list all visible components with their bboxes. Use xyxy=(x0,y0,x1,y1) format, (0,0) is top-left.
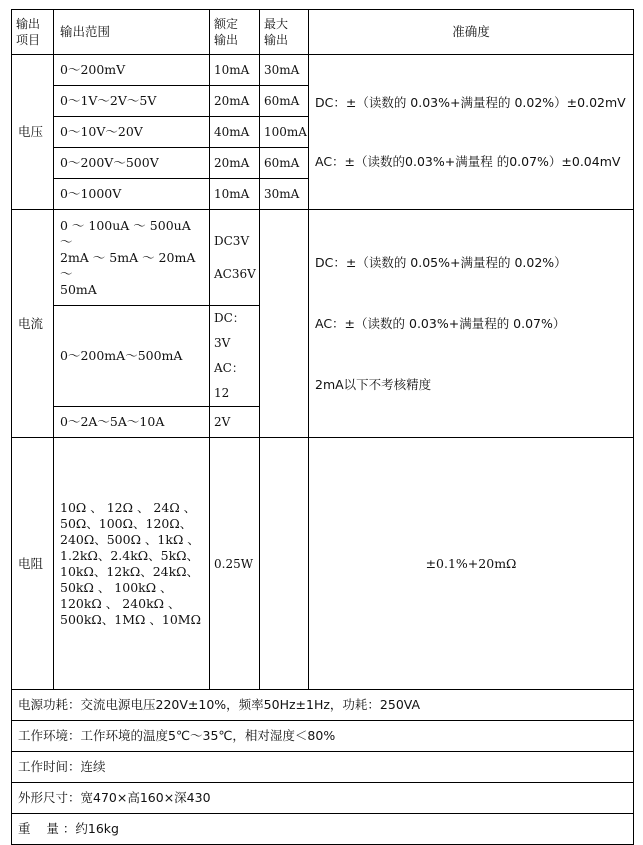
voltage-max: 60mA xyxy=(260,148,309,179)
voltage-max: 30mA xyxy=(260,55,309,86)
resistance-range-line: 1.2kΩ、2.4kΩ、5kΩ、 xyxy=(60,547,200,563)
voltage-range: 0～1000V xyxy=(54,179,210,210)
current-rated-line: DC3V xyxy=(214,233,250,248)
header-range: 输出范围 xyxy=(54,10,210,55)
header-rated-line1: 额定 xyxy=(214,17,239,31)
current-row xyxy=(12,210,634,306)
current-range-line: 2mA ～ 5mA ～ 20mA ～ xyxy=(60,249,196,281)
footer-row xyxy=(12,752,634,783)
resistance-range-line: 50kΩ 、 100kΩ 、 xyxy=(60,579,173,595)
current-accuracy-dc: DC：±（读数的 0.05%+满量程的 0.02%） xyxy=(315,254,567,270)
current-accuracy xyxy=(309,210,634,438)
resistance-range-line: 120kΩ 、 240kΩ 、 xyxy=(60,595,181,611)
voltage-row xyxy=(12,55,634,86)
footer-work-time: 工作时间：连续 xyxy=(12,752,634,783)
footer-row xyxy=(12,721,634,752)
voltage-range: 0～1V～2V～5V xyxy=(54,86,210,117)
voltage-label: 电压 xyxy=(12,55,54,210)
resistance-label: 电阻 xyxy=(12,438,54,690)
resistance-rated: 0.25W xyxy=(210,438,260,690)
current-rated-line: DC：3V xyxy=(214,311,245,350)
header-rated-line2: 输出 xyxy=(214,33,239,47)
current-label: 电流 xyxy=(12,210,54,438)
voltage-range: 0～200V～500V xyxy=(54,148,210,179)
current-rated: 2V xyxy=(210,407,260,438)
header-rated xyxy=(210,10,260,55)
voltage-accuracy-dc: DC：±（读数的 0.03%+满量程的 0.02%）±0.02mV xyxy=(315,94,626,110)
resistance-accuracy: ±0.1%+20mΩ xyxy=(309,438,634,690)
current-max xyxy=(260,210,309,438)
current-accuracy-ac: AC：±（读数的 0.03%+满量程的 0.07%） xyxy=(315,315,566,331)
footer-weight: 重 量 ：约16kg xyxy=(12,814,634,845)
voltage-range: 0～200mV xyxy=(54,55,210,86)
header-item xyxy=(12,10,54,55)
voltage-range: 0～10V～20V xyxy=(54,117,210,148)
header-item-line2: 项目 xyxy=(16,33,41,47)
header-item-line1: 输出 xyxy=(16,17,41,31)
footer-dimensions: 外形尺寸：宽470×高160×深430 xyxy=(12,783,634,814)
resistance-range-line: 240Ω、500Ω 、1kΩ 、 xyxy=(60,531,200,547)
resistance-row xyxy=(12,438,634,690)
voltage-rated: 20mA xyxy=(210,148,260,179)
current-range-line: 0 ～ 100uA ～ 500uA ～ xyxy=(60,217,191,249)
header-max xyxy=(260,10,309,55)
footer-row xyxy=(12,814,634,845)
resistance-range-line: 10Ω 、 12Ω 、 24Ω 、 xyxy=(60,499,197,515)
current-rated xyxy=(210,306,260,407)
header-accuracy: 准确度 xyxy=(309,10,634,55)
footer-environment: 工作环境：工作环境的温度5℃～35℃，相对湿度＜80% xyxy=(12,721,634,752)
current-rated-line: AC36V xyxy=(214,266,256,281)
current-range: 0～200mA～500mA xyxy=(54,306,210,407)
header-max-line2: 输出 xyxy=(264,33,289,47)
footer-row xyxy=(12,783,634,814)
footer-row xyxy=(12,690,634,721)
current-accuracy-note: 2mA以下不考核精度 xyxy=(315,376,432,392)
voltage-max: 30mA xyxy=(260,179,309,210)
voltage-max: 60mA xyxy=(260,86,309,117)
current-range-line: 50mA xyxy=(60,281,97,297)
current-rated-line: AC：12 xyxy=(214,361,244,400)
voltage-accuracy xyxy=(309,55,634,210)
voltage-rated: 40mA xyxy=(210,117,260,148)
voltage-rated: 20mA xyxy=(210,86,260,117)
resistance-range xyxy=(54,438,210,690)
footer-power: 电源功耗：交流电源电压220V±10%，频率50Hz±1Hz，功耗：250VA xyxy=(12,690,634,721)
current-range: 0～2A～5A～10A xyxy=(54,407,210,438)
voltage-rated: 10mA xyxy=(210,179,260,210)
spec-table xyxy=(11,9,634,845)
resistance-max xyxy=(260,438,309,690)
resistance-range-line: 50Ω、100Ω、120Ω、 xyxy=(60,515,193,531)
voltage-max: 100mA xyxy=(260,117,309,148)
current-rated xyxy=(210,210,260,306)
current-range xyxy=(54,210,210,306)
resistance-range-line: 500kΩ、1MΩ 、10MΩ xyxy=(60,611,201,627)
voltage-accuracy-ac: AC：±（读数的0.03%+满量程 的0.07%）±0.04mV xyxy=(315,153,621,169)
voltage-rated: 10mA xyxy=(210,55,260,86)
header-row xyxy=(12,10,634,55)
header-max-line1: 最大 xyxy=(264,17,289,31)
resistance-range-line: 10kΩ、12kΩ、24kΩ、 xyxy=(60,563,200,579)
